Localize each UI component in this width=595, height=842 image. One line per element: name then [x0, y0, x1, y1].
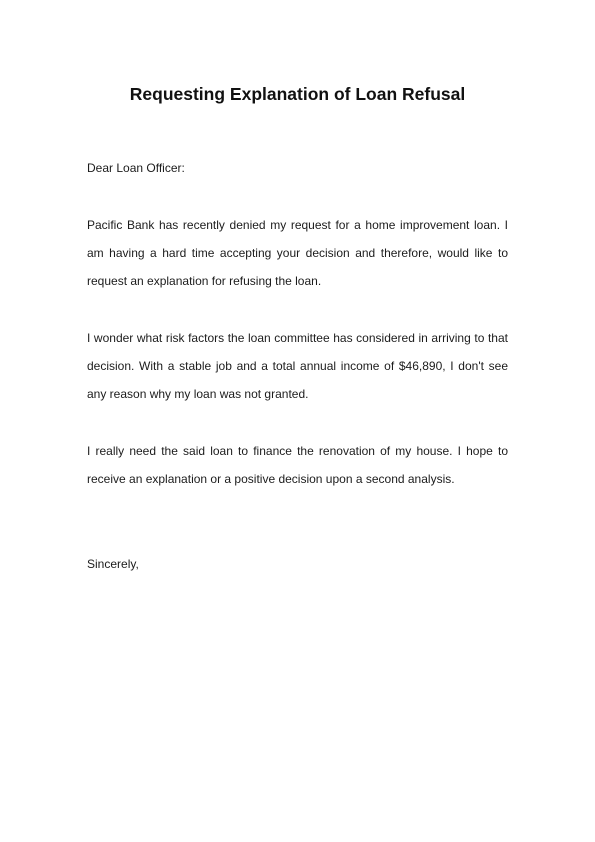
letter-paragraph-3: I really need the said loan to finance the renovation of my house. I hope to receive an explanation or a positive decision upon a second analysis.: [87, 444, 508, 486]
letter-paragraph-1: Pacific Bank has recently denied my request for a home improvement loan. I am having a hard time accepting your decision and therefore, would like to request an explanation for refusing the loan.: [87, 218, 508, 288]
letter-paragraph-2: I wonder what risk factors the loan committee has considered in arriving to that decision. With a stable job and a total annual income of $46,890, I don't see any reason why my loan was not granted.: [87, 331, 508, 401]
letter-closing: Sincerely,: [87, 557, 139, 571]
letter-title: Requesting Explanation of Loan Refusal: [129, 84, 466, 104]
letter-salutation: Dear Loan Officer:: [87, 161, 185, 175]
